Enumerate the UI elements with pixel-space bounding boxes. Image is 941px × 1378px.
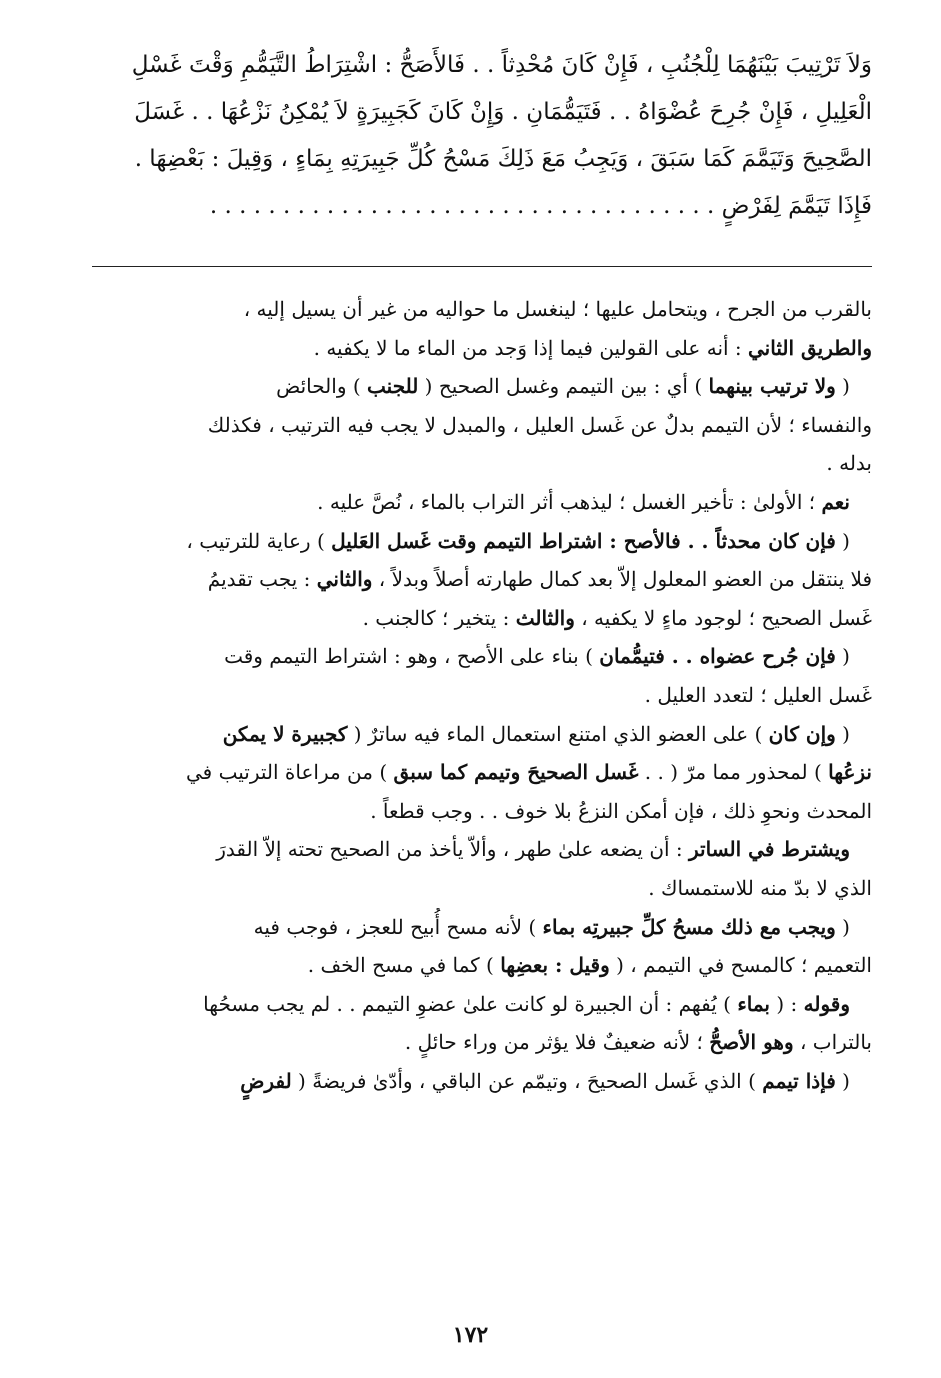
- sharh-line: [92, 830, 872, 869]
- text-segment: (: [835, 721, 850, 746]
- text-segment: ) بناء على الأصح ، وهو : اشتراط التيمم وقت: [224, 644, 600, 669]
- sharh-line: [92, 946, 872, 985]
- text-segment: ) يُفهم : أن الجبيرة لو كانت علىٰ عضوِ التيمم . . لم يجب مسحُها: [203, 991, 738, 1016]
- sharh-line: [92, 753, 872, 792]
- text-segment: ) كما في مسح الخف .: [307, 953, 501, 978]
- page-number: ١٧٢: [452, 1322, 489, 1348]
- bold-segment: بماء: [737, 991, 770, 1016]
- text-segment: : أنه على القولين فيما إذا وَجد من الماء ما لا يكفيه .: [313, 335, 749, 360]
- text-segment: والنفساء ؛ لأن التيمم بدلٌ عن غَسل العليل ، والمبدل لا يجب فيه الترتيب ، فكذلك: [207, 412, 872, 437]
- text-segment: (: [835, 644, 850, 669]
- text-segment: : يجب تقديمُ: [207, 567, 317, 592]
- text-segment: ؛ الأولىٰ : تأخير الغسل ؛ ليذهب أثر التراب بالماء ، نُصَّ عليه .: [317, 489, 822, 514]
- text-segment: : (: [770, 991, 804, 1016]
- bold-segment: للجنب: [367, 374, 419, 399]
- text-segment: ) رعاية للترتيب ،: [186, 528, 332, 553]
- sharh-line: [92, 676, 872, 715]
- sharh-line: [92, 522, 872, 561]
- text-segment: ) على العضو الذي امتنع استعمال الماء فيه ساترٌ (: [347, 721, 769, 746]
- sharh-line: [92, 869, 872, 908]
- matn-text: [92, 42, 872, 230]
- sharh-line: [92, 483, 872, 522]
- sharh-line: [92, 715, 872, 754]
- bold-segment: ويجب مع ذلك مسحُ كلِّ جبيرتِه بماء: [542, 914, 836, 939]
- text-segment: غَسل العليل ؛ لتعدد العليل .: [644, 682, 872, 707]
- bold-segment: فإن كان محدثاً . . فالأصح : اشتراط التيمم وقت غَسل العَليل: [331, 528, 836, 553]
- matn-line-1: وَلاَ تَرْتِيبَ بَيْنَهُمَا لِلْجُنُبِ ، فَإِنْ كَانَ مُحْدِثاً . . فَالأَصَحُّ : اشْتِرَاطُ التَّيَمُّمِ وَقْتَ غَسْلِ: [131, 52, 872, 78]
- bold-segment: ولا ترتيب بينهما: [708, 374, 836, 399]
- sharh-line: [92, 599, 872, 638]
- text-segment: (: [835, 528, 850, 553]
- sharh-line: [92, 367, 872, 406]
- text-segment: بالتراب ،: [793, 1030, 872, 1055]
- bold-segment: وهو الأصحُّ: [709, 1030, 794, 1055]
- sharh-line: [92, 1062, 872, 1101]
- text-segment: ؛ لأنه ضعيفٌ فلا يؤثر من وراء حائلٍ .: [404, 1030, 710, 1055]
- sharh-line: [92, 560, 872, 599]
- matn-sharh-separator: [92, 266, 872, 267]
- sharh-line: [92, 985, 872, 1024]
- text-segment: الذي لا بدّ منه للاستمساك .: [648, 875, 872, 900]
- text-segment: ) من مراعاة الترتيب في: [185, 760, 394, 785]
- text-segment: بالقرب من الجرح ، ويتحامل عليها ؛ لينغسل ما حواليه من غير أن يسيل إليه ،: [243, 297, 872, 321]
- text-segment: (: [835, 1068, 850, 1093]
- bold-segment: كجبيرة لا يمكن: [222, 721, 348, 746]
- text-segment: ) لمحذور مما مرّ ( . .: [638, 760, 829, 785]
- text-segment: (: [835, 914, 850, 939]
- bold-segment: والثالث: [515, 605, 575, 630]
- text-segment: فلا ينتقل من العضو المعلول إلاّ بعد كمال طهارته أصلاً وبدلاً ،: [372, 567, 872, 592]
- sharh-line: [92, 908, 872, 947]
- bold-segment: فإذا تيمم: [762, 1068, 836, 1093]
- bold-segment: غَسل الصحيحَ وتيمم كما سبق: [393, 760, 639, 785]
- text-segment: ) الذي غَسل الصحيحَ ، وتيمّم عن الباقي ، وأدّىٰ فريضةً (: [291, 1068, 763, 1093]
- text-segment: المحدث ونحوِ ذلك ، فإن أمكن النزعُ بلا خوف . . وجب قطعاً .: [370, 798, 872, 823]
- text-segment: بدله .: [826, 451, 872, 476]
- bold-segment: فإن جُرح عضواه . . فتيمُّمان: [599, 644, 836, 669]
- text-segment: غَسل الصحيح ؛ لوجود ماءٍ لا يكفيه ،: [574, 605, 872, 630]
- sharh-line: [92, 1023, 872, 1062]
- matn-line-4: فَإِذَا تَيَمَّمَ لِفَرْضٍ . . . . . . . . . . . . . . . . . . . . . . . . . . . . . . . . . . .: [209, 193, 872, 219]
- sharh-text: [92, 290, 872, 1100]
- text-segment: التعميم ؛ كالمسح في التيمم ، (: [609, 953, 872, 978]
- sharh-line: [92, 329, 872, 368]
- text-segment: ) لأنه مسح أُبيح للعجز ، فوجب فيه: [253, 914, 543, 939]
- bold-segment: لفرضٍ: [240, 1068, 292, 1093]
- sharh-line: [92, 406, 872, 445]
- sharh-line: [92, 637, 872, 676]
- text-segment: : يتخير ؛ كالجنب .: [362, 605, 516, 630]
- bold-segment: وقوله: [803, 991, 850, 1016]
- bold-segment: ويشترط في الساتر: [689, 837, 850, 862]
- bold-segment: نزعُها: [828, 760, 872, 785]
- bold-segment: والطريق الثاني: [748, 335, 872, 360]
- bold-segment: وإن كان: [768, 721, 836, 746]
- bold-segment: والثاني: [316, 567, 373, 592]
- text-segment: (: [835, 374, 850, 399]
- matn-line-2: الْعَلِيلِ ، فَإِنْ جُرِحَ عُضْوَاهُ . . فَتَيَمُّمَانِ . وَإِنْ كَانَ كَجَبِيرَةٍ لاَ يُمْكِنُ نَزْعُهَا . . غَسَلَ: [134, 99, 872, 125]
- sharh-line: [92, 444, 872, 483]
- matn-line-3: الصَّحِيحَ وَتَيَمَّمَ كَمَا سَبَقَ ، وَيَجِبُ مَعَ ذَلِكَ مَسْحُ كُلِّ جَبِيرَتِهِ بِمَاءٍ ، وَقِيلَ : بَعْضِهَا .: [134, 146, 872, 172]
- bold-segment: نعم: [821, 489, 850, 514]
- sharh-line: [92, 290, 872, 329]
- bold-segment: وقيل : بعضِها: [500, 953, 610, 978]
- sharh-line: [92, 792, 872, 831]
- text-segment: ) والحائض: [276, 374, 368, 399]
- text-segment: : أن يضعه علىٰ طهر ، وألاّ يأخذ من الصحيح تحته إلاّ القدرَ: [216, 837, 690, 862]
- text-segment: ) أي : بين التيمم وغسل الصحيح (: [418, 374, 709, 399]
